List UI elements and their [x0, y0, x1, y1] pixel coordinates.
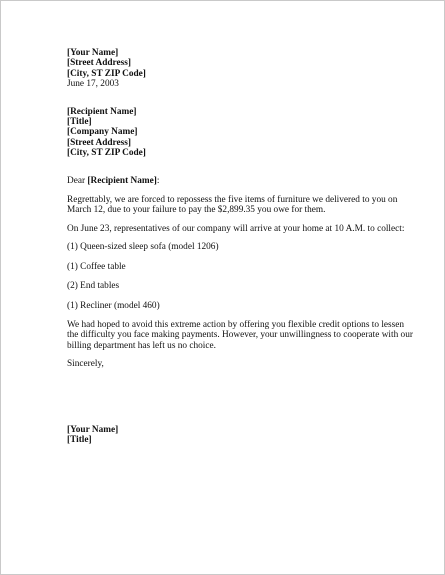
signature-name: [Your Name]	[67, 424, 119, 435]
sender-name: [Your Name]	[67, 48, 119, 58]
paragraph-repossession: Regrettably, we are forced to repossess the five items of furniture we delivered to you on March 12, due to your failure to pay the $2,899.35 you owe for them.	[67, 195, 398, 216]
list-item: (1) Queen-sized sleep sofa (model 1206)	[67, 242, 219, 253]
recipient-name: [Recipient Name]	[67, 106, 137, 117]
letter-body	[67, 48, 417, 445]
signature-space	[67, 370, 417, 425]
signature-block	[67, 425, 417, 446]
list-item: (1) Recliner (model 460)	[67, 300, 160, 311]
signature-title: [Title]	[67, 434, 92, 445]
salutation-name: [Recipient Name]	[87, 175, 157, 186]
letter-date: June 17, 2003	[67, 79, 119, 90]
item-list	[67, 242, 417, 311]
spacer	[67, 90, 417, 107]
recipient-city: [City, ST ZIP Code]	[67, 148, 146, 159]
sender-block	[67, 48, 417, 90]
salutation-prefix: Dear	[67, 175, 88, 186]
sender-street: [Street Address]	[67, 58, 131, 69]
list-item: (2) End tables	[67, 281, 120, 292]
paragraph-explanation: We had hoped to avoid this extreme action by offering you flexible credit options to lessen the difficulty you face making payments. However, your unwillingness to cooperate with our billing department has left us no choice.	[67, 319, 413, 351]
recipient-title: [Title]	[67, 117, 92, 128]
closing: Sincerely,	[67, 359, 104, 370]
recipient-block	[67, 107, 417, 159]
spacer	[67, 159, 417, 176]
sender-city: [City, ST ZIP Code]	[67, 68, 146, 79]
paragraph-collection: On June 23, representatives of our company will arrive at your home at 10 A.M. to collect:	[67, 223, 405, 234]
recipient-company: [Company Name]	[67, 127, 138, 138]
list-item: (1) Coffee table	[67, 261, 126, 272]
recipient-street: [Street Address]	[67, 137, 131, 148]
salutation-suffix: :	[156, 175, 160, 186]
salutation	[67, 176, 417, 186]
